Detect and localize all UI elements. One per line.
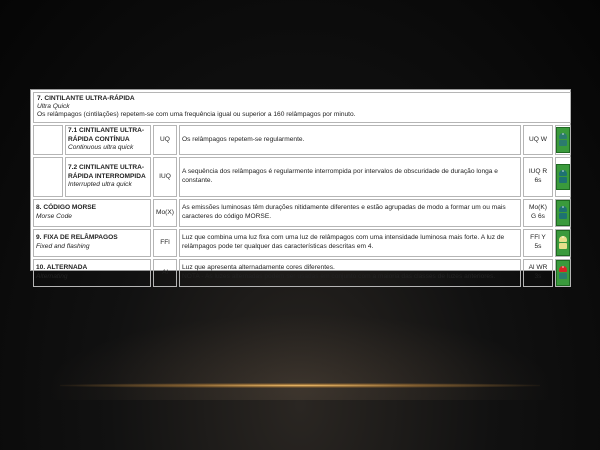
table-row [33, 157, 571, 197]
buoy-icon-frame [556, 164, 570, 190]
row-abbr: UQ [153, 125, 177, 155]
buoy-light-icon [559, 235, 567, 249]
section-description: Os relâmpagos (cintilações) repetem-se com uma frequência igual ou superior a 160 relâmpagos por minuto. [37, 111, 356, 119]
row-example: IUQ R 6s [523, 157, 553, 197]
row-title: 8. CÓDIGO MORSE [36, 204, 97, 212]
signal-cell [555, 157, 571, 197]
table-row [33, 229, 571, 257]
row-description [179, 259, 521, 287]
buoy-light-icon [559, 205, 567, 219]
row-subtitle: Alternating [36, 272, 68, 280]
buoy-icon-frame [556, 127, 570, 153]
row-title: 7.1 CINTILANTE ULTRA-RÁPIDA CONTÍNUA [68, 127, 145, 143]
section-subtitle: Ultra Quick [37, 103, 70, 111]
row-subtitle: Interrupted ultra quick [68, 180, 132, 188]
row-subtitle: Fixed and flashing [36, 242, 90, 250]
row-abbr: Al [153, 259, 177, 287]
row-subtitle: Morse Code [36, 212, 72, 220]
buoy-light-icon [559, 132, 567, 146]
signal-cell [555, 259, 571, 287]
row-example: Mo(K) G 6s [523, 199, 553, 227]
indent-cell [33, 125, 63, 155]
row-description: A sequência dos relâmpagos é regularmente interrompida por intervalos de obscuridade de duração longa e constante. [179, 157, 521, 197]
buoy-icon-frame [556, 260, 570, 286]
row-example: FFl Y 5s [523, 229, 553, 257]
table-row [33, 199, 571, 227]
row-title: 9. FIXA DE RELÂMPAGOS [36, 234, 118, 242]
buoy-icon-frame [556, 230, 570, 256]
light-characteristics-table-panel [30, 89, 571, 280]
table-row [33, 259, 571, 287]
row-title-cell [65, 157, 151, 197]
light-characteristics-table [31, 90, 573, 289]
row-title-cell [33, 199, 151, 227]
buoy-light-icon [559, 265, 567, 279]
signal-cell [555, 125, 571, 155]
row-description-text: Luz que apresenta alternadamente cores diferentes. [182, 264, 335, 272]
table-row-header [33, 92, 571, 123]
row-example: UQ W [523, 125, 553, 155]
row-title-cell [65, 125, 151, 155]
row-example: Al WR 3s [523, 259, 553, 287]
row-description: Os relâmpagos repetem-se regularmente. [179, 125, 521, 155]
row-title: 10. ALTERNADA [36, 264, 88, 272]
row-note: NOTA - As luzes alternadas podem ser usadas em conjunto com a maioria das classes de luzes anteriores. [182, 272, 496, 280]
row-abbr: IUQ [153, 157, 177, 197]
row-subtitle: Continuous ultra quick [68, 143, 134, 151]
decorative-glow-line [60, 383, 540, 388]
row-title-cell [33, 259, 151, 287]
section-header-cell [33, 92, 571, 123]
row-abbr: Mo(X) [153, 199, 177, 227]
indent-cell [33, 157, 63, 197]
row-description: As emissões luminosas têm durações nitidamente diferentes e estão agrupadas de modo a formar um ou mais caracteres do código MORSE. [179, 199, 521, 227]
section-title: 7. CINTILANTE ULTRA-RÁPIDA [37, 95, 135, 102]
row-description: Luz que combina uma luz fixa com uma luz de relâmpagos com uma intensidade luminosa mais forte. A luz de relâmpagos pode ter qualquer das características descritas em 4. [179, 229, 521, 257]
row-title: 7.2 CINTILANTE ULTRA-RÁPIDA INTERROMPIDA [68, 164, 146, 180]
row-title-cell [33, 229, 151, 257]
signal-cell [555, 229, 571, 257]
row-abbr: FFl [153, 229, 177, 257]
buoy-light-icon [559, 169, 567, 183]
table-row [33, 125, 571, 155]
signal-cell [555, 199, 571, 227]
buoy-icon-frame [556, 200, 570, 226]
